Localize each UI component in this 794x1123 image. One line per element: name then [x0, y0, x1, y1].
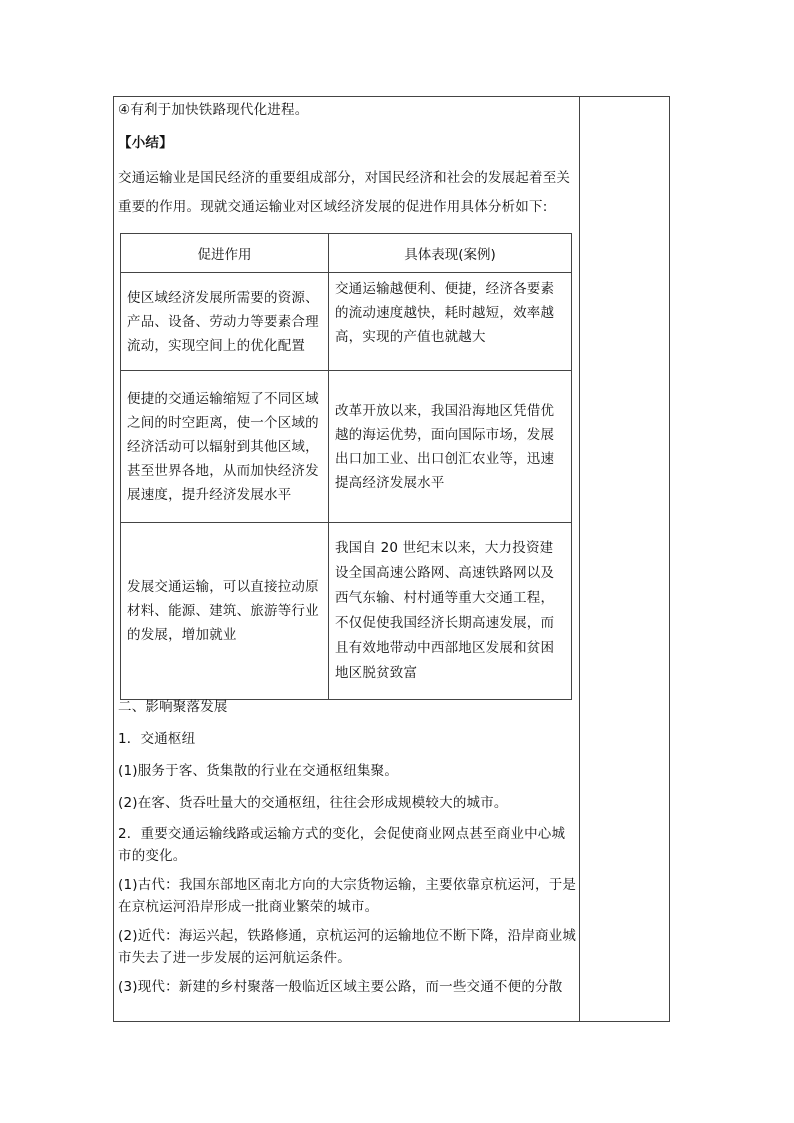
- outer-table-column-divider: [579, 97, 580, 1021]
- point-1-1: (1)服务于客、货集散的行业在交通枢纽集聚。: [118, 763, 399, 779]
- subheading-2: 2．重要交通运输线路或运输方式的变化，会促使商业网点甚至商业中心城市的变化。: [118, 826, 566, 864]
- summary-text: 交通运输业是国民经济的重要组成部分，对国民经济和社会的发展起着至关重要的作用。现就交通运输业对区域经济发展的促进作用具体分析如下:: [118, 170, 571, 215]
- table-header-row: [121, 234, 572, 273]
- promotion-table: [120, 233, 572, 700]
- point-1-2: (2)在客、货吞吐量大的交通枢纽，往往会形成规模较大的城市。: [118, 795, 508, 811]
- table-cell: 便捷的交通运输缩短了不同区域之间的时空距离，使一个区域的经济活动可以辐射到其他区域，甚至世界各地，从而加快经济发展速度，提升经济发展水平: [121, 371, 329, 523]
- table-cell: 我国自 20 世纪末以来，大力投资建设全国高速公路网、高速铁路网以及西气东输、村村通等重大交通工程，不仅促使我国经济长期高速发展，而且有效地带动中西部地区发展和贫困地区脱贫致富: [328, 523, 571, 700]
- subheading-1: 1．交通枢纽: [118, 731, 196, 747]
- upper-content: [118, 96, 574, 222]
- section-heading-2: 二、影响聚落发展: [118, 699, 228, 715]
- table-row: [121, 371, 572, 523]
- table-row: [121, 273, 572, 371]
- table-cell: 发展交通运输，可以直接拉动原材料、能源、建筑、旅游等行业的发展，增加就业: [121, 523, 329, 700]
- lower-content: [118, 695, 578, 1005]
- point-2-3: (3)现代：新建的乡村聚落一般临近区域主要公路，而一些交通不便的分散: [118, 979, 563, 995]
- table-header-effect: 促进作用: [121, 234, 329, 273]
- table-row: [121, 523, 572, 700]
- table-cell: 交通运输越便利、便捷，经济各要素的流动速度越快，耗时越短，效率越高，实现的产值也就越大: [328, 273, 571, 371]
- point-2-1: (1)古代：我国东部地区南北方向的大宗货物运输，主要依靠京杭运河，于是在京杭运河沿岸形成一批商业繁荣的城市。: [118, 877, 577, 915]
- table-header-case: 具体表现(案例): [328, 234, 571, 273]
- item-4-text: ④有利于加快铁路现代化进程。: [118, 102, 309, 118]
- point-2-2: (2)近代：海运兴起，铁路修通，京杭运河的运输地位不断下降，沿岸商业城市失去了进一步发展的运河航运条件。: [118, 928, 577, 966]
- table-cell: 改革开放以来，我国沿海地区凭借优越的海运优势，面向国际市场，发展出口加工业、出口创汇农业等，迅速提高经济发展水平: [328, 371, 571, 523]
- summary-heading: 【小结】: [118, 135, 173, 151]
- table-cell: 使区域经济发展所需要的资源、产品、设备、劳动力等要素合理流动，实现空间上的优化配置: [121, 273, 329, 371]
